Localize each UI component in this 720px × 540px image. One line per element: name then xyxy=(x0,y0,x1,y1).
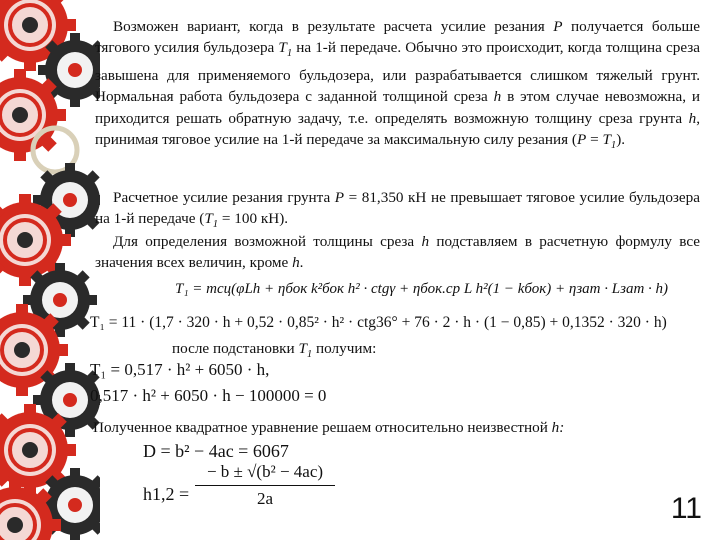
text-span: получим: xyxy=(316,340,377,357)
var-h: h xyxy=(421,233,430,250)
var-h: h xyxy=(688,109,697,127)
text-span: ). xyxy=(616,131,626,149)
text-span: = xyxy=(586,131,603,149)
var-t1 xyxy=(278,39,293,60)
var-h: h xyxy=(493,88,502,106)
quadratic-text xyxy=(93,419,564,437)
var-t1 xyxy=(602,131,617,152)
text-span: Полученное квадратное уравнение решаем относительно неизвестной xyxy=(93,419,548,436)
paragraph-intro xyxy=(95,16,700,157)
text-span: Расчетное усилие резания грунта xyxy=(113,189,331,206)
var-t: T xyxy=(204,210,213,228)
text-span: получается больше тягового усилия бульдозера xyxy=(95,18,700,57)
text-span: = 100 кН). xyxy=(218,210,289,228)
var-t1 xyxy=(298,340,313,361)
text-span: подставляем в расчетную формулу все значения всех величин, кроме xyxy=(95,233,700,272)
sub-1: 1 xyxy=(212,219,219,231)
var-t: T xyxy=(602,131,611,149)
sub-1: 1 xyxy=(610,140,617,152)
paragraph-determine-h xyxy=(95,231,700,274)
slide-number: 11 xyxy=(670,492,702,525)
roots-fraction xyxy=(195,462,335,509)
var-t: T xyxy=(298,340,307,357)
discriminant-formula: D = b² − 4ac = 6067 xyxy=(143,441,289,461)
roots-numerator: − b ± √(b² − 4ac) xyxy=(206,462,324,481)
var-p: P xyxy=(553,18,563,35)
var-h: h xyxy=(292,254,300,272)
formula-substituted: T₁ = 11 · (1,7 · 320 · h + 0,52 · 0,85² · h² · ctg36° + 76 · 2 · h · (1 − 0,85) + 0,1352 · 320 · h) xyxy=(90,314,667,331)
result-equation-2: 0,517 · h² + 6050 · h − 100000 = 0 xyxy=(90,386,327,405)
roots-denominator: 2a xyxy=(256,489,274,508)
var-t1 xyxy=(204,210,219,231)
fraction-bar xyxy=(195,485,335,486)
sub-1: 1 xyxy=(286,48,293,60)
text-span: в этом случае невозможна, и приходится решать обратную задачу, т.е. определять возможную толщину среза грунта xyxy=(95,88,701,127)
var-p: P xyxy=(334,189,345,206)
result-equation-1: T₁ = 0,517 · h² + 6050 · h, xyxy=(90,360,270,379)
text-span: Возможен вариант, когда в результате расчета усилие резания xyxy=(113,18,545,35)
after-substitution-text xyxy=(172,340,376,360)
var-h: h: xyxy=(551,419,565,436)
text-span: на 1-й передаче. Обычно это происходит, когда толщина среза завышена для применяемого бульдозера, или разрабатывается слишком тяжелый грунт. Нормальная работа бульдозера с заданной толщиной среза xyxy=(95,39,701,106)
sub-1: 1 xyxy=(306,349,313,361)
var-p: P xyxy=(576,131,587,149)
roots-lhs: h1,2 = xyxy=(143,484,190,504)
paragraph-calculated-force xyxy=(95,187,700,236)
text-span: Для определения возможной толщины среза xyxy=(113,233,415,250)
text-span: = 81,350 кН не превышает тяговое усилие бульдозера на 1-й передаче ( xyxy=(95,189,700,228)
text-span: , принимая тяговое усилие на 1-й передаче за максимальную силу резания ( xyxy=(95,109,701,149)
text-span: после подстановки xyxy=(172,340,295,357)
var-t: T xyxy=(278,39,287,57)
text-span: . xyxy=(299,254,304,272)
gear-decoration-strip xyxy=(0,0,100,540)
formula-general: T₁ = mсц(φLh + ηбок k²бок h² · ctgγ + ηбок.ср L h²(1 − kбок) + ηзат · Lзат · h) xyxy=(175,281,669,297)
